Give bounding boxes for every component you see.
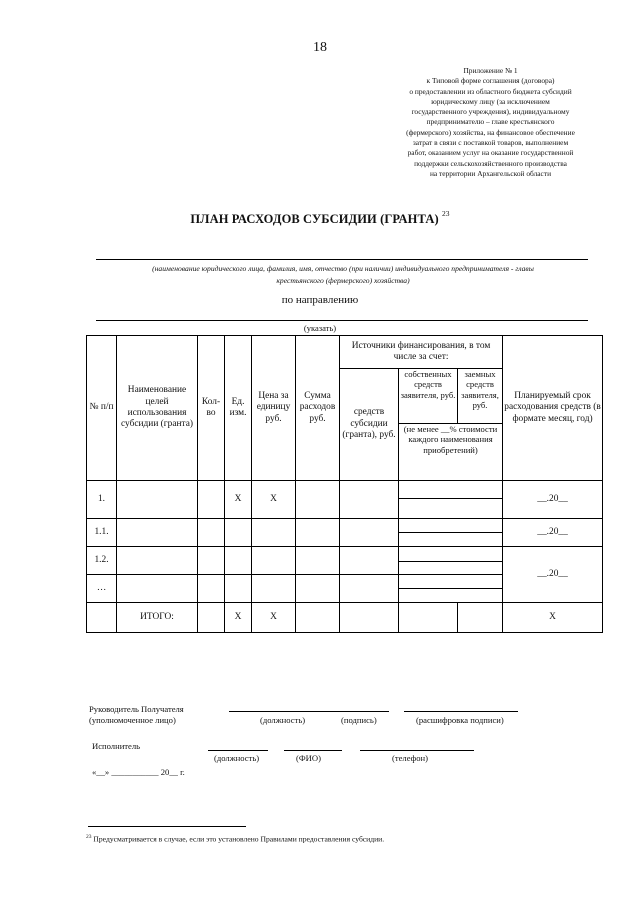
annex-header <box>378 66 603 179</box>
total-unit-x: X <box>225 603 252 633</box>
row-purpose-cell <box>117 547 198 575</box>
row-sum-cell <box>296 481 340 519</box>
footnote-text: Предусматривается в случае, если это установлено Правилами предоставления субсидии. <box>93 834 385 844</box>
total-own-cell <box>399 603 458 633</box>
row-unit-cell <box>225 575 252 603</box>
recipient-caption-line: крестьянского (фермерского) хозяйства) <box>276 276 410 285</box>
header-subsidy-funds: средств субсидии (гранта), руб. <box>340 369 399 481</box>
period-date-text: __.20__ <box>537 526 568 537</box>
total-quantity-cell <box>198 603 225 633</box>
position-caption: (должность) <box>260 715 306 725</box>
annex-line: поддержки сельскохозяйственного производства <box>414 158 567 168</box>
row-subsidy-cell <box>340 575 399 603</box>
row-subsidy-cell <box>340 547 399 575</box>
row-quantity-cell <box>198 481 225 519</box>
row-purpose-cell <box>117 575 198 603</box>
footnote-mark: 23 <box>86 834 92 840</box>
row-subsidy-cell <box>340 481 399 519</box>
row-sum-cell <box>296 575 340 603</box>
total-loan-cell <box>458 603 503 633</box>
exec-position-line <box>208 750 268 751</box>
header-unit: Ед. изм. <box>225 336 252 481</box>
head-label: Руководитель Получателя <box>89 704 184 714</box>
row-sum-cell <box>296 519 340 547</box>
row-unit-cell <box>225 519 252 547</box>
period-date-text: __.20__ <box>537 568 568 579</box>
row-quantity-cell <box>198 547 225 575</box>
header-quantity: Кол-во <box>198 336 225 481</box>
exec-fio-caption: (ФИО) <box>296 753 321 763</box>
row-funds-cell <box>399 547 503 562</box>
annex-line: о предоставлении из областного бюджета субсидий <box>409 86 572 96</box>
recipient-line <box>96 259 588 260</box>
header-own-funds: собственных средств заявителя, руб. <box>399 369 458 424</box>
row-period-date <box>503 481 603 519</box>
annex-line: работ, оказанием услуг на оказание государственной <box>407 148 574 158</box>
total-price-x: X <box>252 603 296 633</box>
annex-line: затрат в связи с поставкой товаров, выполнением <box>412 138 569 148</box>
header-total-sum: Сумма расходов руб. <box>296 336 340 481</box>
header-not-less-share: (не менее __% стоимости каждого наименования приобретений) <box>399 424 503 481</box>
footnote-separator <box>88 826 246 827</box>
annex-line: Приложение № 1 <box>463 66 518 75</box>
authorized-caption: (уполномоченное лицо) <box>89 715 176 725</box>
row-funds-cell <box>399 575 503 589</box>
row-purpose-cell <box>117 519 198 547</box>
row-price-x: X <box>252 481 296 519</box>
annex-line: (фермерского) хозяйства, на финансовое обеспечение <box>406 127 575 137</box>
row-period-date <box>503 519 603 547</box>
head-position-line <box>229 711 389 712</box>
footnote <box>86 834 384 844</box>
row-sum-cell <box>296 547 340 575</box>
executor-label: Исполнитель <box>92 741 141 751</box>
header-num: № п/п <box>87 336 117 481</box>
row-price-cell <box>252 519 296 547</box>
page-number: 18 <box>313 40 327 55</box>
row-number: … <box>87 575 117 603</box>
row-price-cell <box>252 575 296 603</box>
total-period-x: X <box>503 603 603 633</box>
header-purpose-name: Наименование целей использования субсидии (гранта) <box>117 336 198 481</box>
exec-position-caption: (должность) <box>214 753 260 763</box>
row-unit-x: X <box>225 481 252 519</box>
document-title <box>0 209 640 227</box>
row-funds-cell <box>399 533 503 547</box>
title-text: ПЛАН РАСХОДОВ СУБСИДИИ (ГРАНТА) <box>190 212 439 226</box>
period-date-text: __.20__ <box>537 493 568 504</box>
row-funds-cell <box>399 499 503 519</box>
row-price-cell <box>252 547 296 575</box>
row-number: 1.1. <box>87 519 117 547</box>
row-funds-cell <box>399 562 503 575</box>
row-purpose-cell <box>117 481 198 519</box>
row-quantity-cell <box>198 519 225 547</box>
specify-caption: (указать) <box>303 323 337 333</box>
header-funding-sources: Источники финансирования, в том числе за счет: <box>340 336 503 369</box>
exec-fio-line <box>284 750 342 751</box>
exec-phone-line <box>360 750 474 751</box>
row-period-date <box>503 547 603 603</box>
row-number: 1.2. <box>87 547 117 575</box>
total-num-cell <box>87 603 117 633</box>
annex-line: к Типовой форме соглашения (договора) <box>426 76 555 86</box>
date-line: «__» ___________ 20__ г. <box>92 767 185 777</box>
recipient-caption-line: (наименование юридического лица, фамилия, имя, отчество (при наличии) индивидуального предпринимателя - главы <box>152 264 534 273</box>
row-number: 1. <box>87 481 117 519</box>
header-unit-price: Цена за единицу руб. <box>252 336 296 481</box>
total-subsidy-cell <box>340 603 399 633</box>
header-loan-funds: заемных средств заявителя, руб. <box>458 369 503 424</box>
total-sum-cell <box>296 603 340 633</box>
row-funds-cell <box>399 519 503 533</box>
annex-line: на территории Архангельской области <box>429 168 552 178</box>
direction-label: по направлению <box>281 294 359 306</box>
title-footnote-mark: 23 <box>441 209 450 218</box>
row-funds-cell <box>399 481 503 499</box>
annex-line: государственного учреждения), индивидуальному <box>411 107 570 117</box>
row-funds-cell <box>399 589 503 603</box>
direction-line <box>96 320 588 321</box>
total-label: ИТОГО: <box>117 603 198 633</box>
decoding-caption: (расшифровка подписи) <box>416 715 504 725</box>
head-decoding-line <box>404 711 518 712</box>
annex-line: предпринимателю – главе крестьянского <box>426 117 555 127</box>
recipient-caption <box>88 263 598 287</box>
exec-phone-caption: (телефон) <box>392 753 428 763</box>
row-quantity-cell <box>198 575 225 603</box>
row-subsidy-cell <box>340 519 399 547</box>
header-planned-period: Планируемый срок расходования средств (в формате месяц, год) <box>503 336 603 481</box>
sign-caption: (подпись) <box>341 715 377 725</box>
row-unit-cell <box>225 547 252 575</box>
annex-line: юридическому лицу (за исключением <box>431 96 550 106</box>
expense-plan-table <box>86 335 603 633</box>
